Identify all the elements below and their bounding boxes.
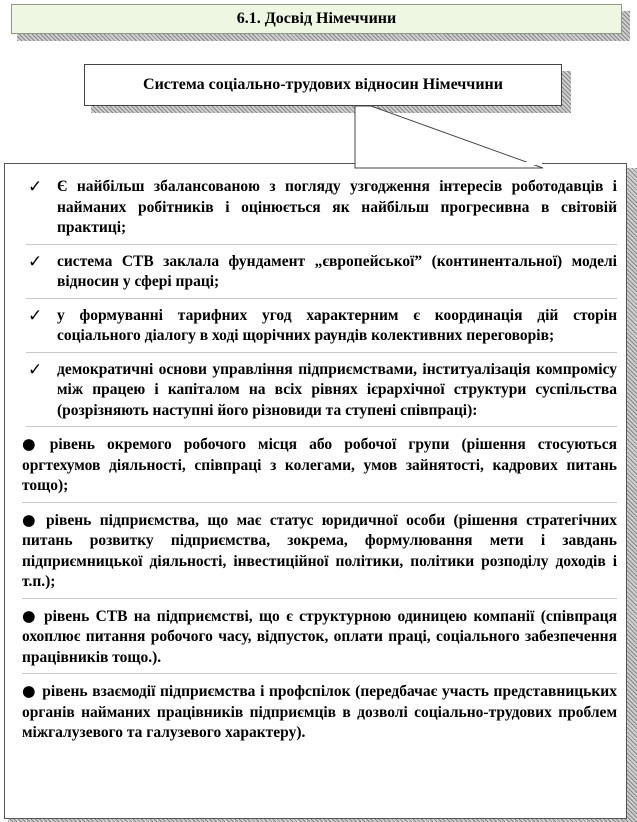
check-item-text: Є найбільш збалансованою з погляду узгодження інтересів роботодавців і найманих робітників і оцінюється як найбільш прогресивна в світовій практиці; — [57, 178, 617, 236]
check-mark-icon: ✓ — [28, 305, 43, 326]
check-list-item — [26, 360, 617, 428]
bullet-item-text: рівень СТВ на підприємстві, що є структурною одиницею компанії (співпраця охоплює питання робочого часу, відпусток, оплати праці, соціального забезпечення працівників тощо.). — [22, 607, 617, 666]
callout-title: Система соціально-трудових відносин Німеччини — [143, 76, 503, 93]
bullet-item-text: рівень взаємодії підприємства і профспілок (передбачає участь представницьких органів найманих працівників підприємців в дозволі соціально-трудових проблем міжгалузевого та галузевого характеру). — [22, 683, 617, 741]
check-item-text: демократичні основи управління підприємствами, інституалізація компромісу між працею і капіталом на всіх рівнях ієрархічної структури суспільства (розрізняють наступні його різновиди та ступені співпраці): — [57, 360, 617, 419]
check-mark-icon: ✓ — [28, 177, 43, 197]
bullet-dot-icon: ● — [22, 510, 41, 529]
check-list-item — [26, 306, 617, 353]
section-title: 6.1. Досвід Німеччини — [236, 10, 397, 27]
bullet-dot-icon: ● — [22, 606, 38, 625]
bullet-list-item — [22, 606, 617, 675]
check-list-item — [26, 252, 617, 299]
check-item-text: система СТВ заклала фундамент „європейської” (континентальної) моделі відносин у сфері праці; — [57, 252, 617, 290]
bullet-dot-icon: ● — [22, 682, 37, 700]
check-mark-icon: ✓ — [28, 251, 43, 272]
check-mark-icon: ✓ — [28, 359, 43, 380]
callout-connector — [0, 0, 637, 200]
bullet-list-item — [22, 681, 617, 749]
bullet-dot-icon: ● — [22, 435, 44, 453]
bullet-list-item — [22, 510, 617, 599]
bullet-item-text: рівень підприємства, що має статус юридичної особи (рішення стратегічних питань розвитку підприємства, зокрема, формулювання мети і завдань підприємницької діяльності, інвестиційної політики, політики розподілу доходів і т.п.); — [22, 511, 617, 590]
content-list — [22, 177, 617, 756]
check-list-item — [26, 177, 617, 245]
bullet-item-text: рівень окремого робочого місця або робочої групи (рішення стосуються оргтехумов діяльності, співпраці з колегами, умов зайнятості, кадрових питань тощо); — [22, 436, 617, 494]
check-item-text: у формуванні тарифних угод характерним є координація дій сторін соціального діалогу в ході щорічних раундів колективних переговорів; — [57, 306, 617, 344]
bullet-list-item — [22, 434, 617, 503]
